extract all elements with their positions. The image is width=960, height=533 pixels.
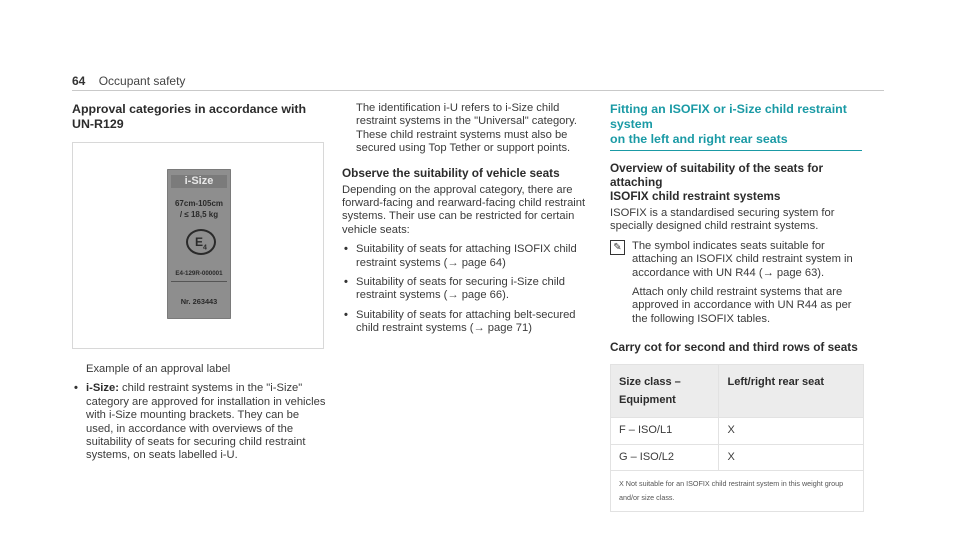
- observe-suitability-heading: Observe the suitability of vehicle seats: [342, 165, 560, 180]
- table-row: [611, 444, 864, 470]
- section-title-rule: [610, 150, 862, 151]
- isofix-section-title: Fitting an ISOFIX or i-Size child restraint system on the left and right rear seats: [610, 102, 847, 146]
- column-right: [610, 102, 866, 512]
- table-cell-size-class: F – ISO/L1: [611, 418, 719, 444]
- link-arrow-icon: →: [473, 322, 488, 335]
- link-arrow-icon: →: [447, 289, 462, 302]
- table-row: [611, 418, 864, 444]
- table-footnote: X Not suitable for an ISOFIX child restraint system in this weight group and/or size class.: [611, 471, 864, 512]
- figure-caption: Example of an approval label: [86, 363, 231, 375]
- isofix-body: ISOFIX is a standardised securing system for specially designed child restraint systems.: [610, 207, 835, 233]
- table-cell-size-class: G – ISO/L2: [611, 444, 719, 470]
- list-item: • Suitability of seats for attaching ISOFIX child restraint systems (→ page 64): [342, 243, 592, 270]
- i-size-bullet: • i-Size: child restraint systems in the "i-Size" category are approved for installation in vehicles with i-Size mounting brackets. They can be used, in accordance with overviews of the suitability of seats for securing child restraint systems, on seats labelled i-U.: [72, 382, 328, 462]
- suitability-body: Depending on the approval category, there are forward-facing and rearward-facing child restraint systems. Their use can be restricted for certain vehicle seats:: [342, 183, 586, 236]
- page-header: [72, 74, 185, 88]
- approval-label-image: [167, 169, 231, 319]
- isofix-note: [610, 240, 866, 326]
- carry-cot-heading: Carry cot for second and third rows of seats: [610, 340, 858, 355]
- isofix-table: [610, 364, 864, 512]
- i-u-intro: The identification i-U refers to i-Size child restraint systems in the "Universal" category. These child restraint systems must also be secured using Top Tether or support points.: [356, 102, 577, 155]
- note-text-2: Attach only child restraint systems that are approved in accordance with UN R44 as per the following ISOFIX tables.: [632, 286, 852, 325]
- section-name: Occupant safety: [98, 74, 186, 88]
- approval-categories-heading: Approval categories in accordance with UN-R129: [72, 102, 307, 131]
- label-weight: / ≤ 18,5 kg: [179, 210, 219, 219]
- page-link[interactable]: page 66).: [461, 289, 509, 302]
- table-cell-value: X: [719, 444, 864, 470]
- label-approval-code: E4-129R-000001: [175, 270, 223, 277]
- e-mark-icon: $E_4$: [186, 229, 216, 255]
- table-cell-value: X: [719, 418, 864, 444]
- isofix-note-icon: ✎: [610, 240, 625, 255]
- column-left: [72, 102, 328, 463]
- page-link[interactable]: page 64): [461, 256, 506, 269]
- link-arrow-icon: →: [447, 256, 462, 269]
- table-row: [611, 471, 864, 512]
- table-header-seat: Left/right rear seat: [719, 365, 864, 418]
- header-divider: [72, 90, 884, 91]
- column-middle: [342, 102, 592, 336]
- overview-heading: Overview of suitability of the seats for attaching ISOFIX child restraint systems: [610, 161, 824, 203]
- list-item: • Suitability of seats for securing i-Size child restraint systems (→ page 66).: [342, 276, 592, 303]
- label-number: Nr. 263443: [180, 297, 218, 306]
- approval-label-figure: [72, 142, 324, 349]
- page-number: 64: [72, 74, 86, 88]
- label-size-range: 67cm-105cm: [174, 199, 224, 208]
- label-title: i-Size: [171, 175, 227, 188]
- list-item: • Suitability of seats for attaching belt-secured child restraint systems (→ page 71): [342, 309, 592, 336]
- label-divider: [171, 281, 227, 282]
- table-header-size-class: Size class – Equipment: [611, 365, 719, 418]
- note-text-1: The symbol indicates seats suitable for attaching an ISOFIX child restraint system in accordance with UN R44 (→ page 63).: [632, 239, 853, 279]
- page-link[interactable]: page 71): [487, 322, 532, 335]
